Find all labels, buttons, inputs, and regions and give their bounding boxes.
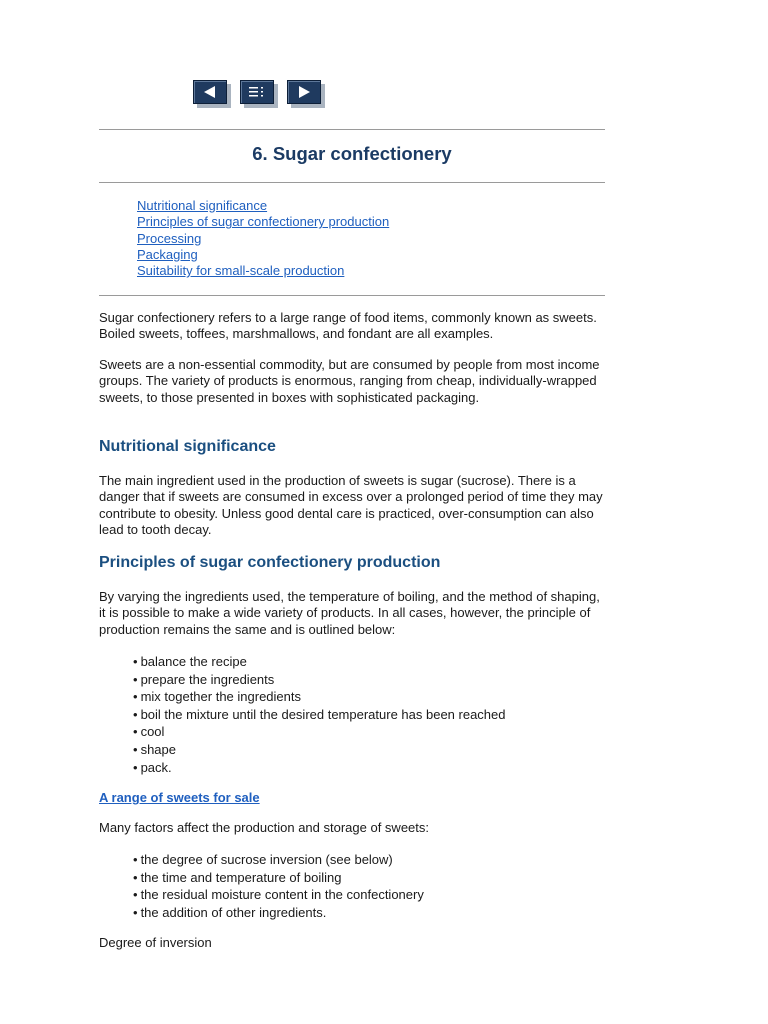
toc-link-principles[interactable]: Principles of sugar confectionery production — [137, 214, 390, 230]
toc-item — [137, 263, 389, 279]
divider-top — [99, 129, 605, 130]
toc-link-packaging[interactable]: Packaging — [137, 246, 198, 262]
triangle-left-icon — [203, 86, 217, 98]
divider-under-toc — [99, 295, 605, 296]
heading-principles: Principles of sugar confectionery production — [99, 554, 441, 571]
list-item: • the time and temperature of boiling — [133, 869, 424, 887]
list-item: • prepare the ingredients — [133, 671, 506, 689]
factors-intro-paragraph: Many factors affect the production and storage of sweets: — [99, 820, 430, 835]
toc-link-nutritional-significance[interactable]: Nutritional significance — [137, 198, 268, 213]
factors-list — [133, 851, 424, 921]
intro-paragraph-2: Sweets are a non-essential commodity, but are consumed by people from most income groups. The variety of products is enormous, ranging from cheap, individually-wrapped sweets, to those presented in boxes with sophisticated packaging. — [99, 357, 600, 405]
toc-item — [137, 214, 389, 230]
triangle-right-icon — [297, 86, 311, 98]
intro-paragraph-1: Sugar confectionery refers to a large range of food items, commonly known as sweets. Boiled sweets, toffees, marshmallows, and fondant are all examples. — [99, 310, 597, 342]
heading-nutritional-significance: Nutritional significance — [99, 438, 276, 455]
table-of-contents — [137, 198, 389, 279]
list-item: • the addition of other ingredients. — [133, 904, 424, 922]
toc-item — [137, 247, 389, 263]
principles-paragraph: By varying the ingredients used, the temperature of boiling, and the method of shaping, it is possible to make a wide variety of products. In all cases, however, the principle of production remains the same and is outlined below: — [99, 589, 600, 637]
list-icon — [248, 86, 266, 98]
page-navigation — [193, 80, 321, 104]
previous-page-button[interactable] — [193, 80, 227, 104]
sweets-for-sale-link[interactable]: A range of sweets for sale — [99, 790, 260, 805]
list-item: • the degree of sucrose inversion (see below) — [133, 851, 424, 869]
list-item: • balance the recipe — [133, 653, 506, 671]
production-steps-list — [133, 653, 506, 776]
toc-link-suitability[interactable]: Suitability for small-scale production — [137, 263, 345, 279]
list-item: • mix together the ingredients — [133, 688, 506, 706]
contents-button[interactable] — [240, 80, 274, 104]
toc-link-processing[interactable]: Processing — [137, 230, 202, 246]
toc-item — [137, 231, 389, 247]
list-item: • cool — [133, 723, 506, 741]
list-item: • the residual moisture content in the confectionery — [133, 886, 424, 904]
degree-of-inversion-label: Degree of inversion — [99, 935, 212, 950]
page-title: 6. Sugar confectionery — [252, 143, 452, 164]
toc-item — [137, 198, 389, 214]
list-item: • pack. — [133, 759, 506, 777]
divider-under-title — [99, 182, 605, 183]
list-item: • shape — [133, 741, 506, 759]
next-page-button[interactable] — [287, 80, 321, 104]
list-item: • boil the mixture until the desired temperature has been reached — [133, 706, 506, 724]
nutrition-paragraph: The main ingredient used in the production of sweets is sugar (sucrose). There is a danger that if sweets are consumed in excess over a prolonged period of time they may contribute to obesity. Unless good dental care is practiced, over-consumption can also lead to tooth decay. — [99, 473, 603, 538]
